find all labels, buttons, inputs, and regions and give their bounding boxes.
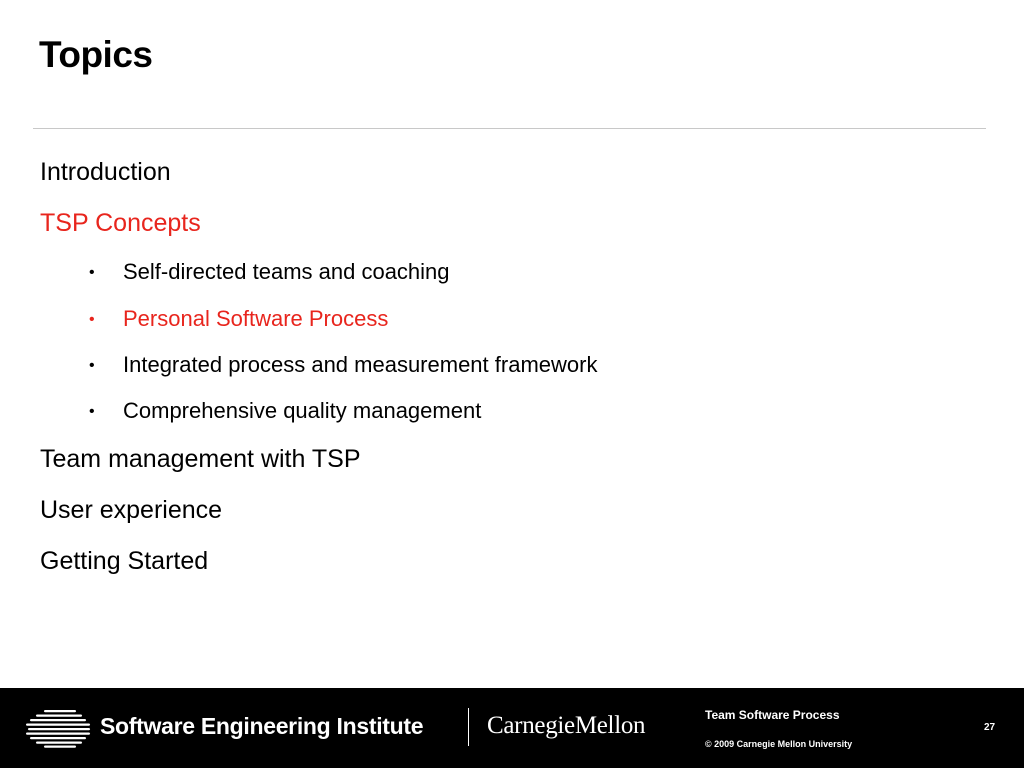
topic-team-management: Team management with TSP	[40, 445, 361, 473]
topic-getting-started: Getting Started	[40, 547, 209, 575]
topic-tsp-concepts: TSP Concepts	[40, 209, 201, 237]
subtopic-personal-software-process: Personal Software Process	[123, 306, 389, 331]
bullet-icon: •	[89, 311, 95, 328]
subtopic-quality-management: Comprehensive quality management	[123, 398, 482, 423]
institute-name: Software Engineering Institute	[100, 713, 424, 739]
footer-bar	[0, 688, 1024, 768]
topic-introduction: Introduction	[40, 158, 171, 186]
copyright-notice: © 2009 Carnegie Mellon University	[705, 739, 853, 749]
bullet-icon: •	[89, 357, 95, 374]
bullet-icon: •	[89, 264, 95, 281]
subtopic-self-directed-teams: Self-directed teams and coaching	[123, 259, 450, 284]
bullet-icon: •	[89, 403, 95, 420]
footer-divider	[468, 708, 469, 746]
topic-user-experience: User experience	[40, 496, 223, 524]
page-number: 27	[984, 722, 996, 733]
course-name: Team Software Process	[705, 708, 840, 722]
subtopic-integrated-process: Integrated process and measurement framework	[123, 352, 598, 377]
sei-logo-icon	[26, 708, 92, 748]
title-divider	[33, 128, 986, 129]
university-wordmark: CarnegieMellon	[487, 712, 646, 739]
slide-title: Topics	[39, 34, 153, 75]
